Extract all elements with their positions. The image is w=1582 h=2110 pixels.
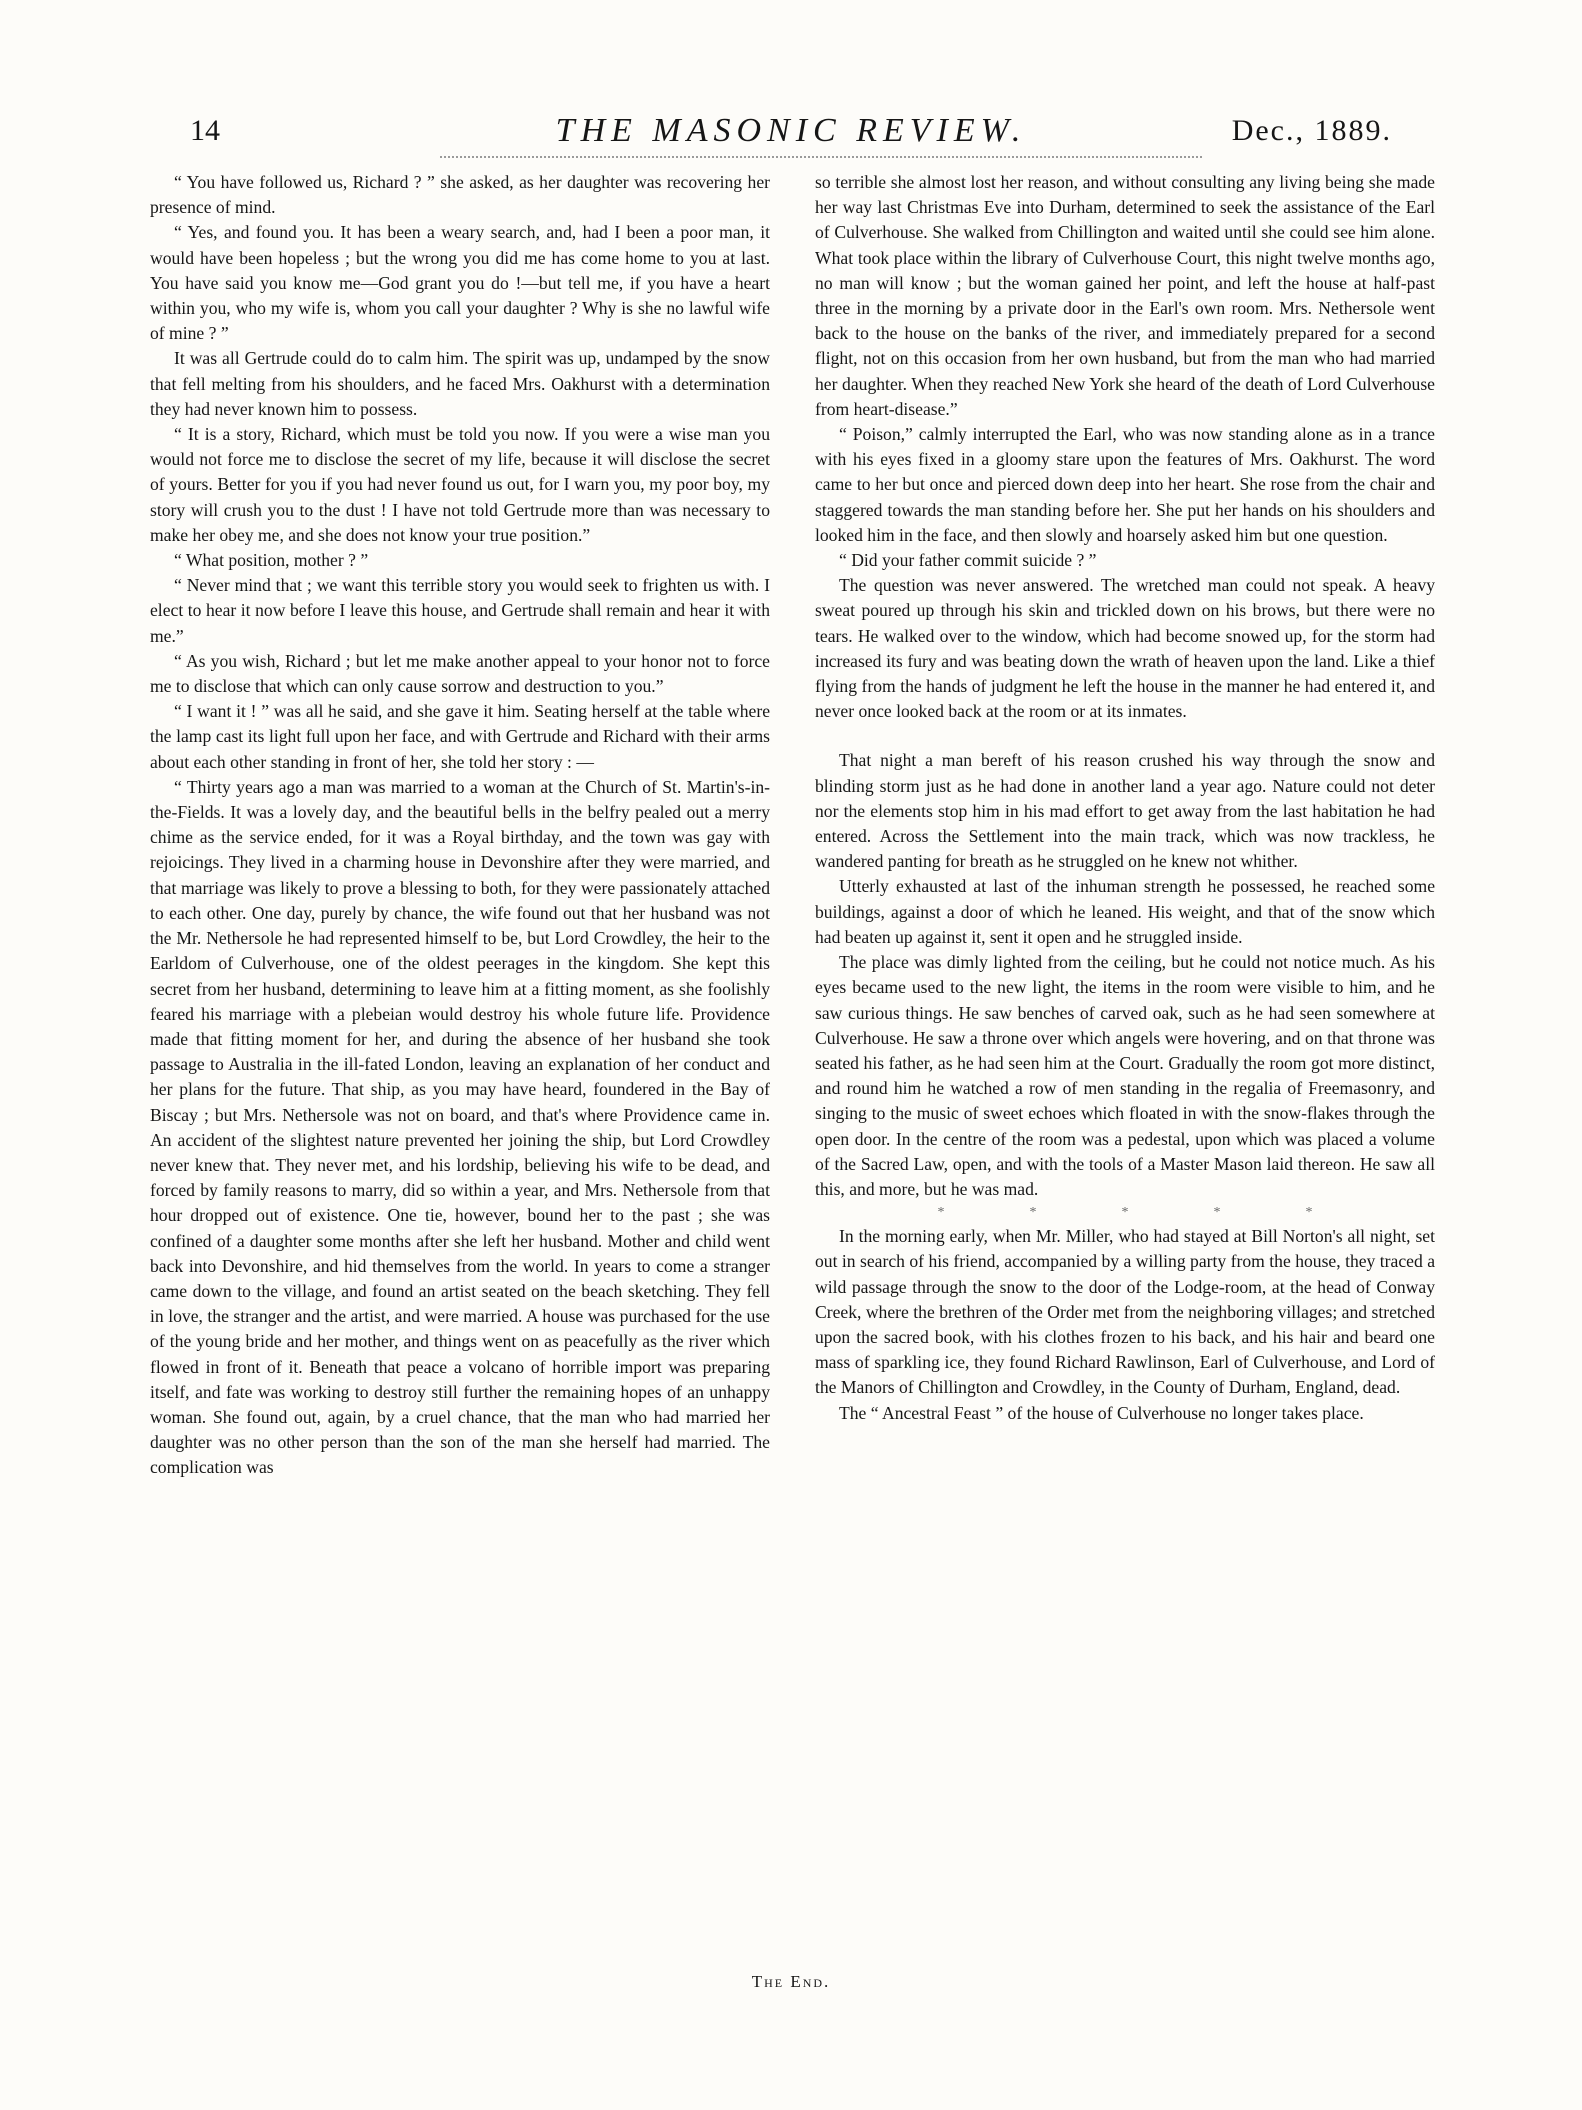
paragraph: That night a man bereft of his reason crushed his way through the snow and blinding storm just as he had done in another land a year ago. Nature could not deter nor the elements stop him in his mad effort to get away from the last habitation he had entered. Across the Settlement into the main track, which was now trackless, he wandered panting for breath as he struggled on he knew not whither. xyxy=(815,750,1435,872)
paragraph: The “ Ancestral Feast ” of the house of Culverhouse no longer takes place. xyxy=(839,1402,1364,1423)
separator-star: * xyxy=(1213,1205,1221,1221)
paragraph: “ Did your father commit suicide ? ” xyxy=(839,550,1097,571)
header-rule xyxy=(440,156,1202,158)
left-column xyxy=(150,170,770,1481)
paragraph: “ Thirty years ago a man was married to a woman at the Church of St. Martin's-in-the-Fields. It was a lovely day, and the beautiful bells in the belfry pealed out a merry chime as the service ended, for it was a Royal birthday, and the town was gay with rejoicings. They lived in a charming house in Devonshire after they were married, and that marriage was likely to prove a blessing to both, for they were passionately attached to each other. One day, purely by chance, the wife found out that her husband was not the Mr. Nethersole he had represented himself to be, but Lord Crowdley, the heir to the Earldom of Culverhouse, one of the oldest peerages in the kingdom. She kept this secret from her husband, determining to leave him at a fitting moment, as she foolishly feared his marriage with a plebeian would destroy his whole future life. Providence made that fitting moment for her, and during the absence of her husband she took passage to Australia in the ill-fated London, leaving an explanation of her conduct and her plans for the future. That ship, as you may have heard, foundered in the Bay of Biscay ; but Mrs. Nethersole was not on board, and that's where Providence came in. An accident of the slightest nature prevented her joining the ship, but Lord Crowdley never knew that. They never met, and his lordship, believing his wife to be dead, and forced by family reasons to marry, did so within a year, and Mrs. Nethersole from that hour dropped out of existence. One tie, however, bound her to the past ; she was confined of a daughter some months after she left her husband. Mother and child went back into Devonshire, and hid themselves from the world. In years to come a stranger came down to the village, and found an artist seated on the beach sketching. They fell in love, the stranger and the artist, and were married. A house was purchased for the use of the young bride and her mother, and things went on as peacefully as the river which flowed in front of it. Beneath that peace a volcano of horrible import was preparing itself, and fate was working to destroy still further the remaining hopes of an unhappy woman. She found out, again, by a cruel chance, that the man who had married her daughter was no other person than the son of the man she herself had married. The complication was xyxy=(150,776,770,1478)
separator-star: * xyxy=(1121,1205,1129,1221)
page-header xyxy=(150,104,1432,160)
separator-star: * xyxy=(1029,1205,1037,1221)
paragraph: The place was dimly lighted from the ceiling, but he could not notice much. As his eyes became used to the new light, the items in the room were visible to him, and he saw curious things. He saw benches of carved oak, such as he had seen somewhere at Culverhouse. He saw a throne over which angels were hovering, and on that throne was seated his father, as he had seen him at the Court. Gradually the room got more distinct, and round him he watched a row of men standing in the regalia of Freemasonry, and singing to the music of sweet echoes which floated in with the snow-flakes through the open door. In the centre of the room was a pedestal, upon which was placed a volume of the Sacred Law, open, and with the tools of a Master Mason laid thereon. He saw all this, and more, but he was mad. xyxy=(815,952,1435,1199)
paragraph: “ Poison,” calmly interrupted the Earl, who was now standing alone as in a trance with his eyes fixed in a gloomy stare upon the features of Mrs. Oakhurst. The word came to her but once and pierced down deep into her heart. She rose from the chair and staggered towards the man standing before her. She put her hands on his shoulders and looked him in the face, and then slowly and hoarsely asked him but one question. xyxy=(815,424,1435,545)
paragraph: “ It is a story, Richard, which must be told you now. If you were a wise man you would not force me to disclose the secret of my life, because it will disclose the secret of yours. Better for you if you had never found us out, for I warn you, my poor boy, my story will crush you to the dust ! I have not told Gertrude more than was necessary to make her obey me, and she does not know your true position.” xyxy=(150,424,770,545)
paragraph: Utterly exhausted at last of the inhuman strength he possessed, he reached some buildings, against a door of which he leaned. His weight, and that of the snow which had beaten up against it, sent it open and he struggled inside. xyxy=(815,876,1435,947)
right-column xyxy=(815,170,1435,1426)
paragraph: “ What position, mother ? ” xyxy=(174,550,369,571)
separator-star: * xyxy=(1305,1205,1313,1221)
paragraph: In the morning early, when Mr. Miller, who had stayed at Bill Norton's all night, set out in search of his friend, accompanied by a willing party from the house, they traced a wild passage through the snow to the door of the Lodge-room, at the head of Conway Creek, where the brethren of the Order met from the neighboring villages; and stretched upon the sacred book, with his clothes frozen to his back, and his hair and beard one mass of sparkling ice, they found Richard Rawlinson, Earl of Culverhouse, and Lord of the Manors of Chillington and Crowdley, in the County of Durham, England, dead. xyxy=(815,1226,1435,1398)
paragraph: so terrible she almost lost her reason, and without consulting any living being she made her way last Christmas Eve into Durham, determined to seek the assistance of the Earl of Culverhouse. She walked from Chillington and waited until she could see him alone. What took place within the library of Culverhouse Court, this night twelve months ago, no man will know ; but the woman gained her point, and left the house at half-past three in the morning by a private door in the Earl's own room. Mrs. Nethersole went back to the house on the banks of the river, and immediately prepared for a second flight, not on this occasion from her own husband, but from the man who had married her daughter. When they reached New York she heard of the death of Lord Culverhouse from heart-disease.” xyxy=(815,172,1435,419)
paragraph: “ Yes, and found you. It has been a weary search, and, had I been a poor man, it would have been hopeless ; but the wrong you did me has come home to you at last. You have said you know me—God grant you do !—but tell me, if you have a heart within you, who my wife is, whom you call your daughter ? Why is she no lawful wife of mine ? ” xyxy=(150,222,770,344)
running-title: THE MASONIC REVIEW. xyxy=(555,112,1027,149)
the-end: The End. xyxy=(751,1972,831,1991)
paragraph: It was all Gertrude could do to calm him. The spirit was up, undamped by the snow that fell melting from his shoulders, and he faced Mrs. Oakhurst with a determination they had never known him to possess. xyxy=(150,348,770,419)
section-break xyxy=(815,724,1435,748)
paragraph: “ You have followed us, Richard ? ” she asked, as her daughter was recovering her presence of mind. xyxy=(150,172,770,218)
issue-date: Dec., 1889. xyxy=(1231,114,1392,147)
paragraph: The question was never answered. The wretched man could not speak. A heavy sweat poured up through his skin and trickled down on his brows, but there were no tears. He walked over to the window, which had become snowed up, for the storm had increased its fury and was beating down the wrath of heaven upon the land. Like a thief flying from the hands of judgment he left the house in the manner he had entered it, and never once looked back at the room or at its inmates. xyxy=(815,575,1435,722)
section-separator xyxy=(895,1202,1355,1224)
page-number: 14 xyxy=(190,114,220,147)
paragraph: “ I want it ! ” was all he said, and she gave it him. Seating herself at the table where the lamp cast its light full upon her face, and with Gertrude and Richard with their arms about each other standing in front of her, she told her story : — xyxy=(150,701,770,772)
paragraph: “ Never mind that ; we want this terrible story you would seek to frighten us with. I elect to hear it now before I leave this house, and Gertrude shall remain and hear it with me.” xyxy=(150,575,770,646)
separator-star: * xyxy=(937,1205,945,1221)
paragraph: “ As you wish, Richard ; but let me make another appeal to your honor not to force me to disclose that which can only cause sorrow and destruction to you.” xyxy=(150,650,770,697)
